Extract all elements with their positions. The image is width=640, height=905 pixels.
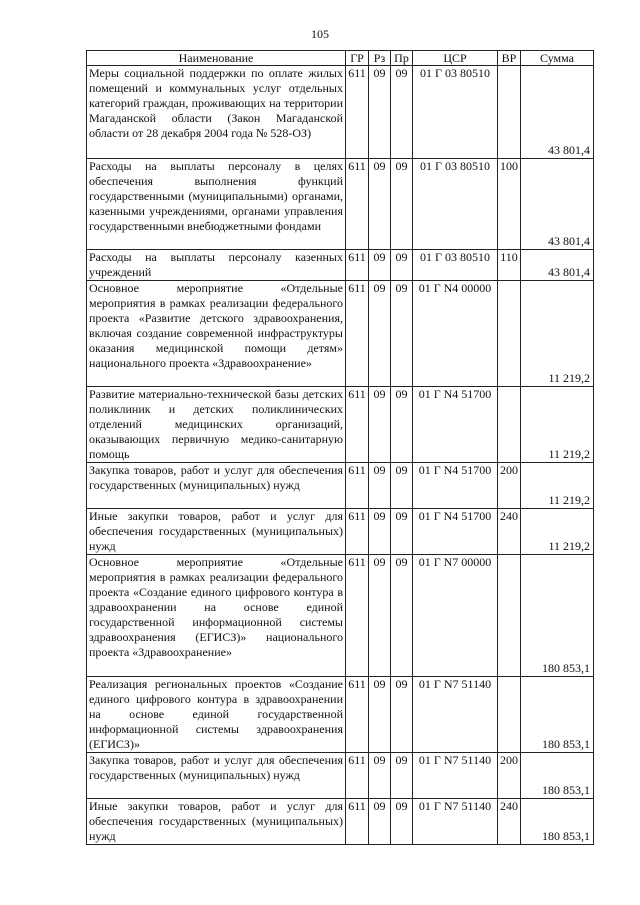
row-name: Закупка товаров, работ и услуг для обеспечения государственных (муниципальных) нужд [87,463,346,509]
row-vr [498,281,521,387]
row-pr: 09 [391,555,413,677]
row-csr: 01 Г 03 80510 [413,66,498,159]
table-row [87,677,594,753]
row-pr: 09 [391,509,413,555]
row-rz: 09 [369,281,391,387]
row-sum: 180 853,1 [521,753,594,799]
row-gr: 611 [346,387,369,463]
row-sum: 43 801,4 [521,66,594,159]
row-rz: 09 [369,463,391,509]
row-vr [498,66,521,159]
table-row [87,555,594,677]
page-number: 105 [311,27,329,41]
row-vr [498,387,521,463]
row-pr: 09 [391,677,413,753]
row-gr: 611 [346,677,369,753]
row-rz: 09 [369,387,391,463]
table-row [87,387,594,463]
row-rz: 09 [369,799,391,845]
row-vr [498,555,521,677]
row-vr: 110 [498,250,521,281]
table-row [87,66,594,159]
row-pr: 09 [391,463,413,509]
table-row [87,250,594,281]
row-csr: 01 Г N7 00000 [413,555,498,677]
row-pr: 09 [391,753,413,799]
row-gr: 611 [346,66,369,159]
row-gr: 611 [346,753,369,799]
row-name: Реализация региональных проектов «Создание единого цифрового контура в здравоохранении на основе единой государственной информационной системы здравоохранения (ЕГИСЗ)» [87,677,346,753]
row-rz: 09 [369,250,391,281]
row-name: Основное мероприятие «Отдельные мероприятия в рамках реализации федерального проекта «Создание единого цифрового контура в здравоохранении на основе единой государственной информационной системы здравоохранения (ЕГИСЗ)» национального проекта «Здравоохранение» [87,555,346,677]
row-vr: 200 [498,753,521,799]
header-gr: ГР [346,51,369,66]
row-vr [498,677,521,753]
row-rz: 09 [369,555,391,677]
row-gr: 611 [346,159,369,250]
row-rz: 09 [369,677,391,753]
row-name: Расходы на выплаты персоналу казенных учреждений [87,250,346,281]
row-name: Развитие материально-технической базы детских поликлиник и детских поликлинических отделений медицинских организаций, оказывающих первичную медико-санитарную помощь [87,387,346,463]
row-vr: 200 [498,463,521,509]
budget-table [86,50,594,845]
row-rz: 09 [369,509,391,555]
row-pr: 09 [391,66,413,159]
row-vr: 100 [498,159,521,250]
header-pr: Пр [391,51,413,66]
row-pr: 09 [391,387,413,463]
header-name: Наименование [87,51,346,66]
row-gr: 611 [346,463,369,509]
table-header-row [87,51,594,66]
row-csr: 01 Г N4 51700 [413,509,498,555]
row-sum: 43 801,4 [521,250,594,281]
header-vr: ВР [498,51,521,66]
row-name: Закупка товаров, работ и услуг для обеспечения государственных (муниципальных) нужд [87,753,346,799]
row-sum: 11 219,2 [521,463,594,509]
row-sum: 180 853,1 [521,799,594,845]
row-rz: 09 [369,66,391,159]
row-csr: 01 Г 03 80510 [413,250,498,281]
row-pr: 09 [391,281,413,387]
header-sum: Сумма [521,51,594,66]
row-name: Иные закупки товаров, работ и услуг для обеспечения государственных (муниципальных) нужд [87,509,346,555]
row-gr: 611 [346,799,369,845]
row-sum: 180 853,1 [521,555,594,677]
row-gr: 611 [346,281,369,387]
row-pr: 09 [391,799,413,845]
row-csr: 01 Г N4 51700 [413,387,498,463]
row-sum: 11 219,2 [521,387,594,463]
row-csr: 01 Г N7 51140 [413,799,498,845]
row-gr: 611 [346,555,369,677]
table-row [87,159,594,250]
row-name: Расходы на выплаты персоналу в целях обеспечения выполнения функций государственными (муниципальными) органами, казенными учреждениями, органами управления государственными внебюджетными фондами [87,159,346,250]
table-row [87,509,594,555]
row-pr: 09 [391,250,413,281]
table-row [87,281,594,387]
table-row [87,463,594,509]
row-csr: 01 Г 03 80510 [413,159,498,250]
table-row [87,753,594,799]
row-csr: 01 Г N7 51140 [413,753,498,799]
row-csr: 01 Г N4 51700 [413,463,498,509]
row-sum: 11 219,2 [521,281,594,387]
row-name: Меры социальной поддержки по оплате жилых помещений и коммунальных услуг отдельных категорий граждан, проживающих на территории Магаданской области (Закон Магаданской области от 28 декабря 2004 года № 528-ОЗ) [87,66,346,159]
header-csr: ЦСР [413,51,498,66]
row-sum: 43 801,4 [521,159,594,250]
row-rz: 09 [369,753,391,799]
table-row [87,799,594,845]
row-name: Иные закупки товаров, работ и услуг для обеспечения государственных (муниципальных) нужд [87,799,346,845]
row-name: Основное мероприятие «Отдельные мероприятия в рамках реализации федерального проекта «Развитие детского здравоохранения, включая создание современной инфраструктуры оказания медицинской помощи детям» национального проекта «Здравоохранение» [87,281,346,387]
row-csr: 01 Г N7 51140 [413,677,498,753]
row-gr: 611 [346,250,369,281]
row-csr: 01 Г N4 00000 [413,281,498,387]
row-sum: 11 219,2 [521,509,594,555]
row-pr: 09 [391,159,413,250]
row-rz: 09 [369,159,391,250]
row-sum: 180 853,1 [521,677,594,753]
row-vr: 240 [498,509,521,555]
row-vr: 240 [498,799,521,845]
row-gr: 611 [346,509,369,555]
header-rz: Рз [369,51,391,66]
